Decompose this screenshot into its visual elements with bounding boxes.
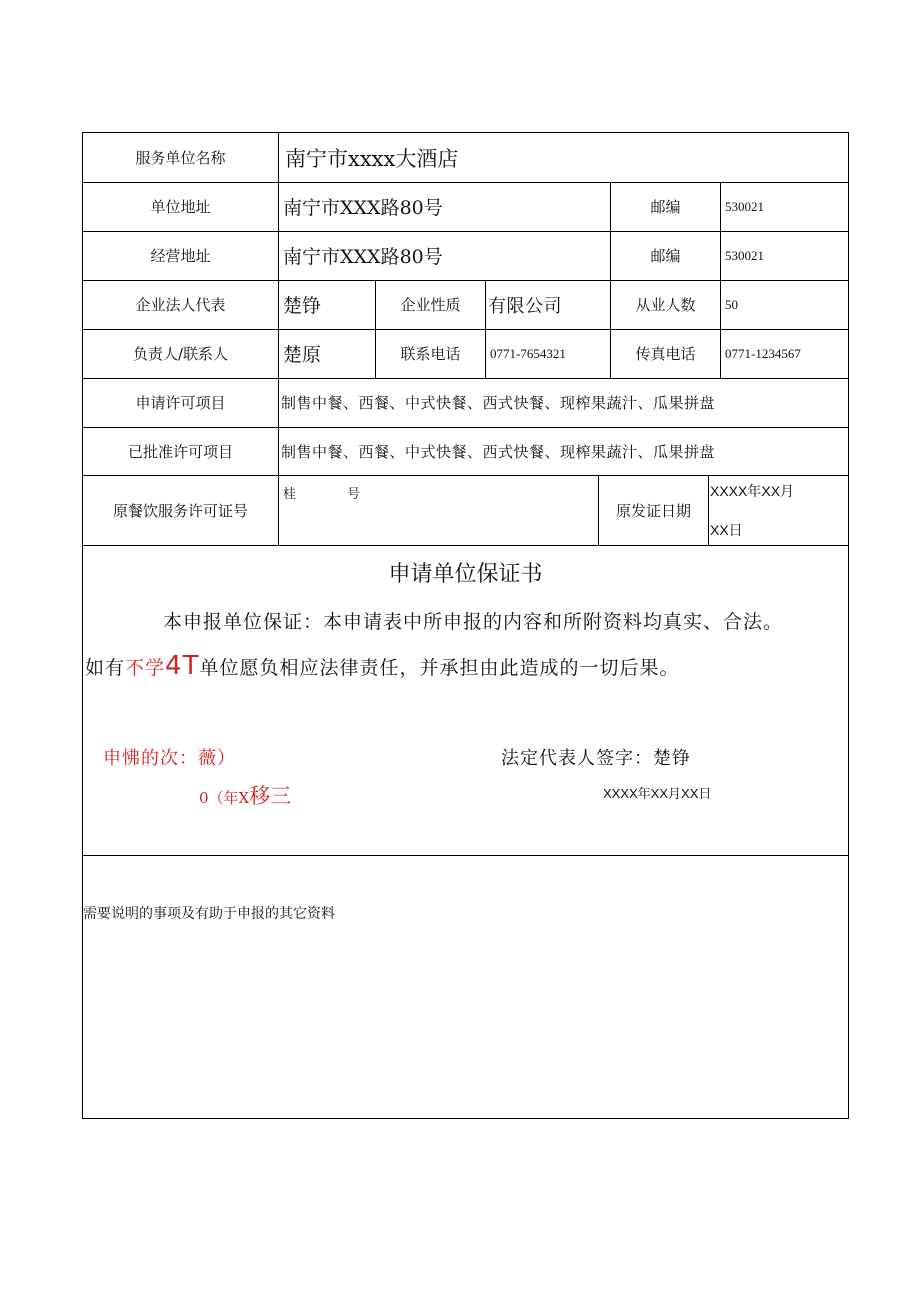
unit-address-value: 南宁市XXX路80号: [283, 197, 443, 219]
staff-count-value: 50: [725, 296, 738, 312]
pledge-line-2-pre: 如有: [85, 657, 126, 679]
license-suffix: 号: [347, 487, 361, 502]
legal-rep-label: 企业法人代表: [135, 296, 226, 314]
service-unit-name-label: 服务单位名称: [135, 149, 226, 167]
phone-label: 联系电话: [400, 345, 461, 363]
row-divider: [83, 545, 848, 546]
contact-person-value: 楚原: [283, 344, 322, 366]
service-unit-name-value: 南宁市xxxx大酒店: [285, 146, 459, 171]
business-postcode-label: 邮编: [650, 247, 681, 265]
unit-address-label: 单位地址: [150, 198, 211, 216]
legal-rep-value: 楚铮: [283, 295, 322, 317]
issue-date-line2: XX日: [710, 522, 743, 538]
pledge-line-2: [85, 651, 845, 681]
pledge-line-2-red-big: 4T: [165, 651, 200, 681]
applicant-date-pre: 0（年X: [199, 789, 250, 807]
application-form: [82, 132, 849, 1119]
pledge-line-2-post: 单位愿负相应法律责任，并承担由此造成的一切后果。: [199, 657, 680, 679]
business-address-label: 经营地址: [150, 247, 211, 265]
notes-label: 需要说明的事项及有助于申报的其它资料: [83, 906, 335, 922]
approved-items-value: 制售中餐、西餐、中式快餐、西式快餐、现榨果蔬汁、瓜果拼盘: [281, 442, 716, 461]
fax-value: 0771-1234567: [725, 345, 801, 361]
applicant-date-big: 移三: [249, 784, 292, 808]
unit-postcode-label: 邮编: [650, 198, 681, 216]
business-address-value: 南宁市XXX路80号: [283, 246, 443, 268]
fax-label: 传真电话: [635, 345, 696, 363]
applicant-date: [199, 780, 291, 810]
pledge-line-2-red-text: 不学: [125, 657, 166, 679]
license-number-label: 原餐饮服务许可证号: [112, 501, 248, 520]
enterprise-nature-label: 企业性质: [400, 296, 461, 314]
approved-items-label: 已批准许可项目: [127, 442, 233, 461]
column-divider: [708, 475, 709, 545]
pledge-line-1: 本申报单位保证：本申请表中所申报的内容和所附资料均真实、合法。: [163, 611, 784, 633]
business-postcode-value: 530021: [725, 247, 764, 263]
row-divider: [83, 855, 848, 856]
applicant-signature: 申怫的次：薇）: [103, 748, 236, 769]
issue-date-line1: XXXX年XX月: [710, 483, 795, 499]
contact-person-label: 负责人/联系人: [132, 345, 229, 363]
license-prefix: 桂: [283, 487, 297, 502]
apply-items-label: 申请许可项目: [135, 394, 226, 412]
legal-rep-signature: 法定代表人签字：楚铮: [501, 748, 691, 769]
legal-rep-date: XXXX年XX月XX日: [603, 786, 712, 801]
enterprise-nature-value: 有限公司: [488, 295, 562, 317]
staff-count-label: 从业人数: [635, 296, 696, 314]
issue-date-label: 原发证日期: [615, 501, 691, 520]
pledge-title: 申请单位保证书: [388, 562, 543, 587]
phone-value: 0771-7654321: [490, 345, 566, 361]
unit-postcode-value: 530021: [725, 198, 764, 214]
apply-items-value: 制售中餐、西餐、中式快餐、西式快餐、现榨果蔬汁、瓜果拼盘: [281, 394, 716, 412]
